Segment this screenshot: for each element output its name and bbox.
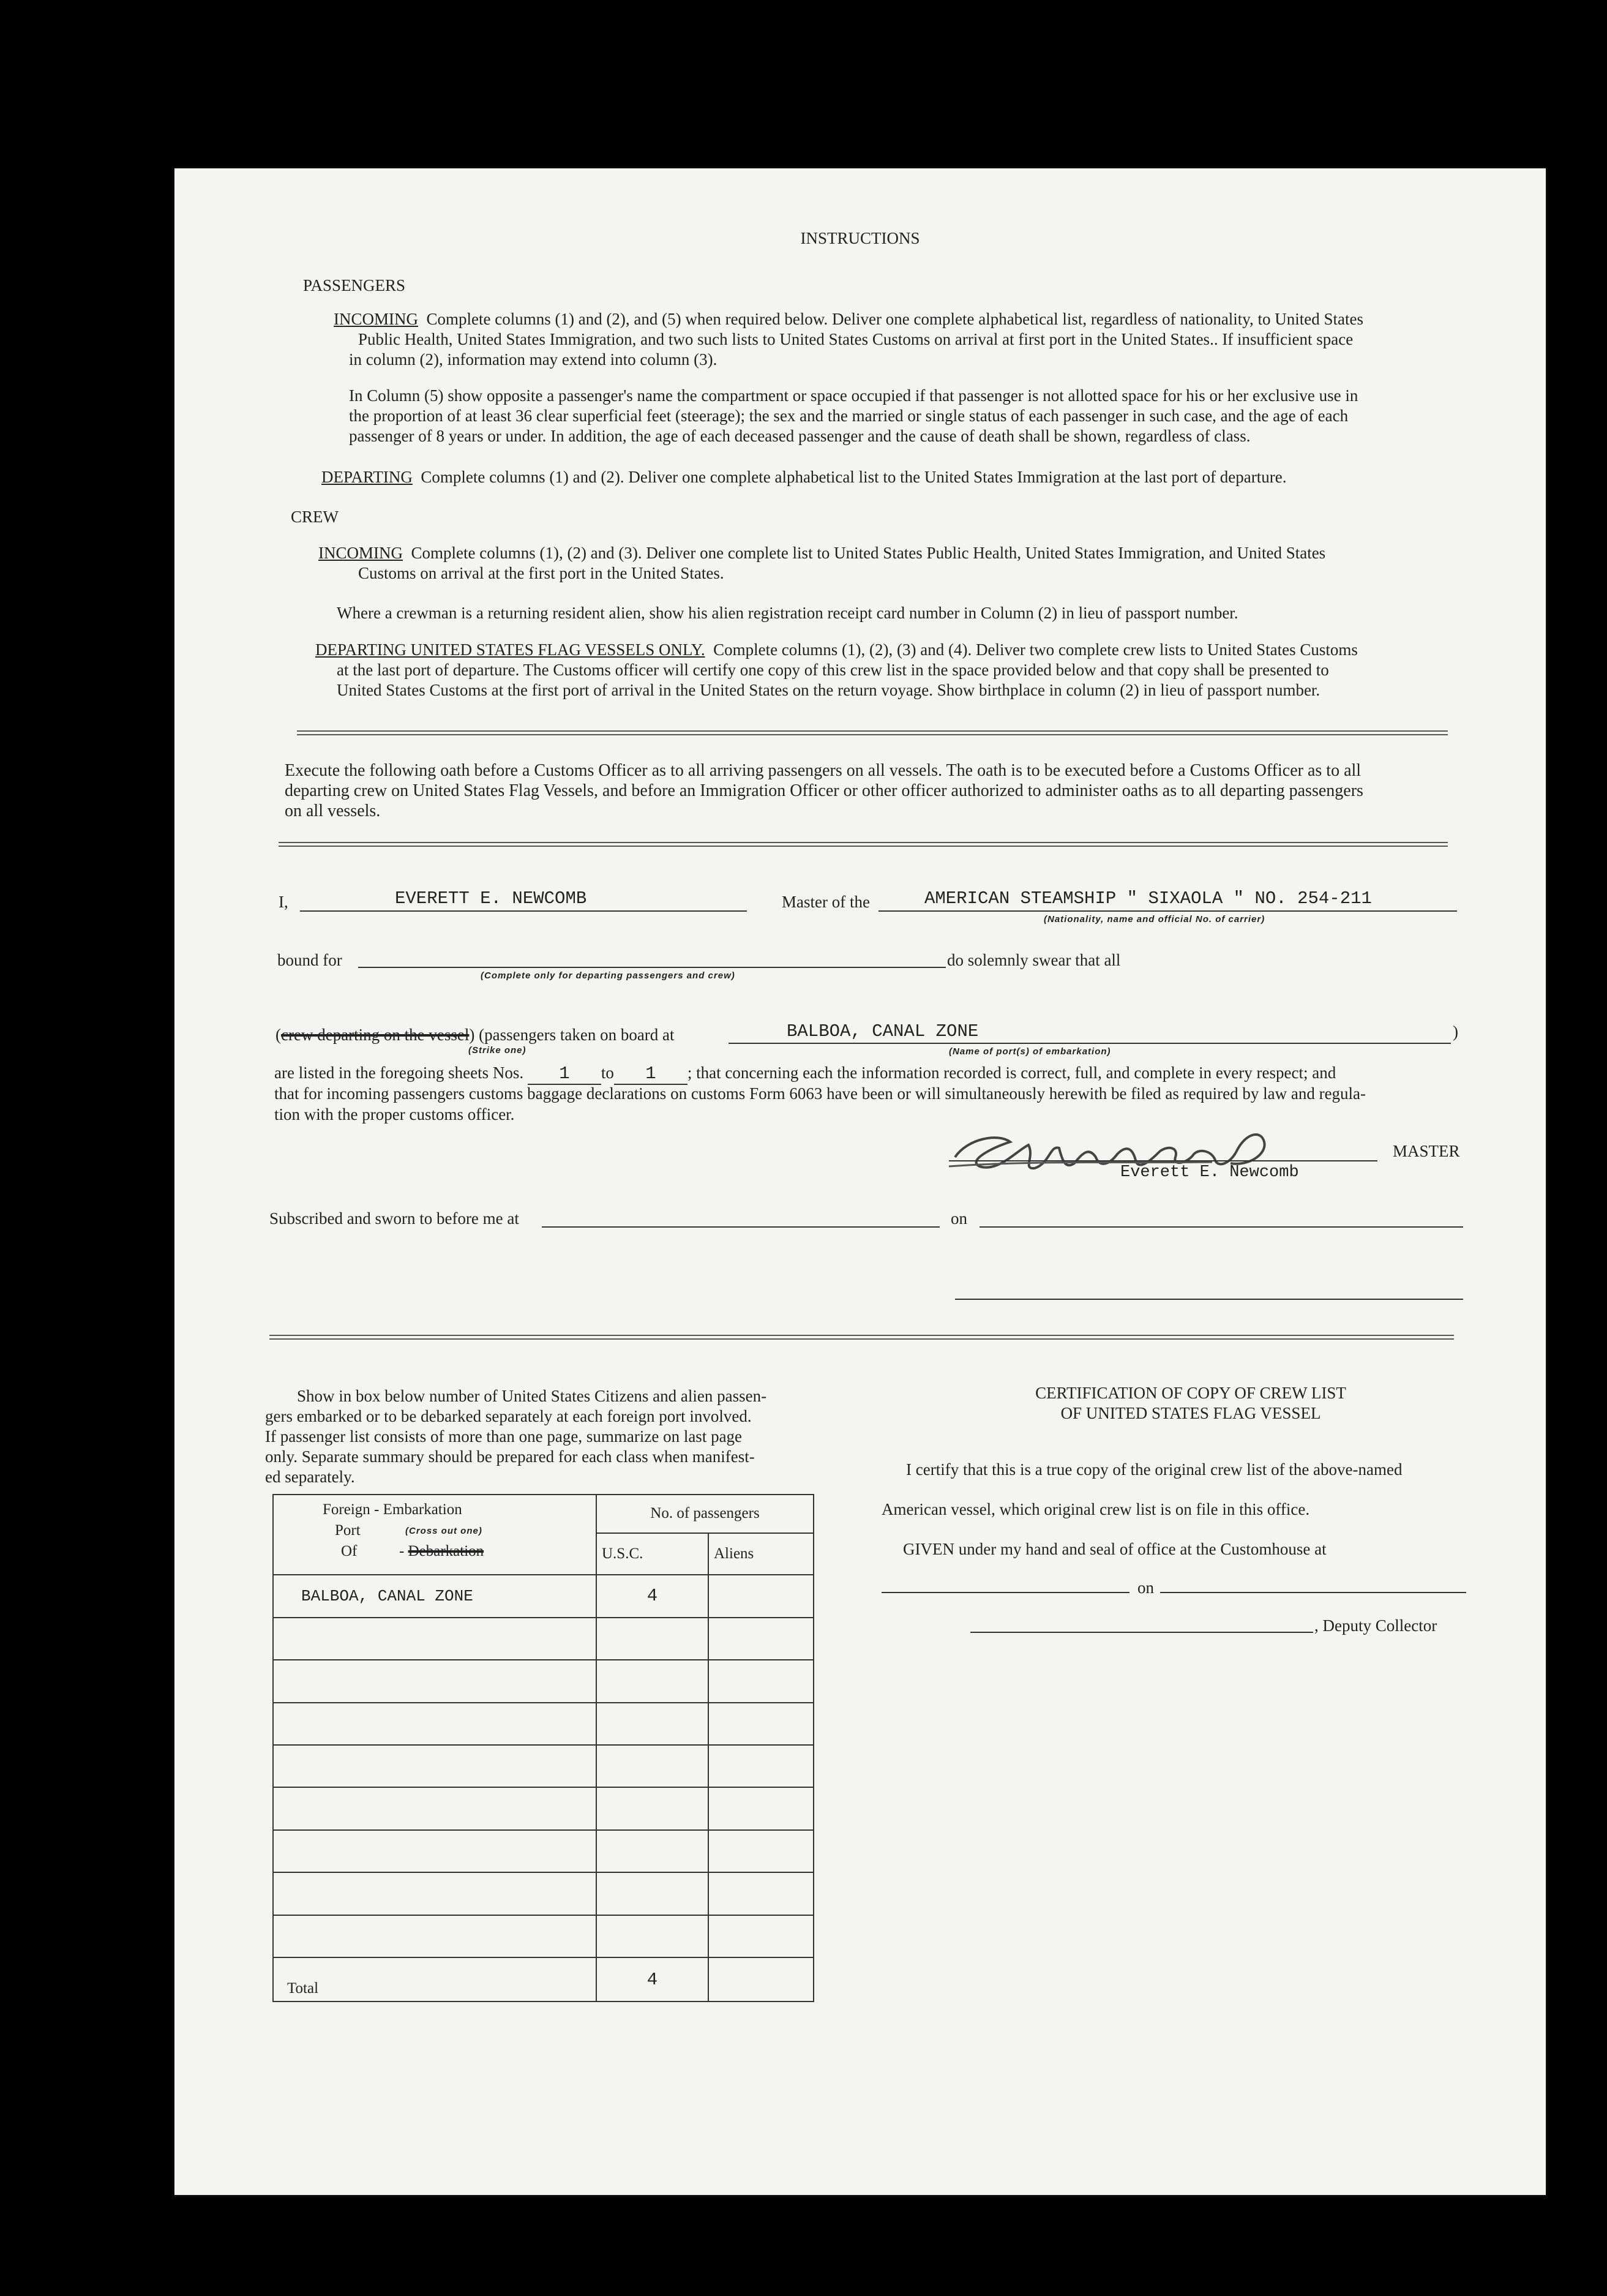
- aliens-header: Aliens: [708, 1533, 814, 1575]
- table-row: [273, 1660, 814, 1702]
- crew-departing-label: DEPARTING UNITED STATES FLAG VESSELS ONLY.: [315, 640, 705, 659]
- usc-cell: [596, 1787, 708, 1829]
- embarkation-line: [729, 1043, 1451, 1044]
- passengers-taken-text: (passengers taken on board at: [479, 1026, 675, 1044]
- strike-caption: (Strike one): [468, 1045, 526, 1056]
- usc-header: U.S.C.: [596, 1533, 708, 1575]
- crew-heading: CREW: [291, 508, 339, 526]
- certification-line1: I certify that this is a true copy of the original crew list of the above-named: [906, 1460, 1403, 1479]
- cross-out-caption: (Cross out one): [405, 1526, 482, 1536]
- crew-departing-text: Complete columns (1), (2), (3) and (4). Deliver two complete crew lists to United States Customs: [713, 640, 1358, 659]
- master-label: MASTER: [1393, 1142, 1460, 1160]
- embarkation-port: BALBOA, CANAL ZONE: [787, 1021, 979, 1041]
- crew-incoming-line1: [318, 543, 1325, 563]
- certification-on-label: on: [1137, 1578, 1154, 1597]
- crew-incoming-label: INCOMING: [318, 544, 403, 562]
- instructions-title: INSTRUCTIONS: [800, 229, 920, 247]
- foreign-embarkation-label: Foreign - Embarkation: [323, 1501, 462, 1518]
- port-cell: [273, 1830, 596, 1872]
- subscribed-on-label: on: [951, 1209, 967, 1228]
- passenger-summary-table: [272, 1494, 814, 2002]
- table-row: [273, 1787, 814, 1829]
- total-row: [273, 1957, 814, 2001]
- aliens-cell: [708, 1915, 814, 1957]
- subscribed-place-line: [542, 1226, 940, 1228]
- i-label: I,: [279, 893, 288, 911]
- crew-incoming-line2: Customs on arrival at the first port in the United States.: [358, 564, 724, 582]
- table-row: [273, 1575, 814, 1617]
- table-row: [273, 1745, 814, 1787]
- passengers-heading: PASSENGERS: [303, 276, 406, 295]
- certification-title-line2: OF UNITED STATES FLAG VESSEL: [1060, 1404, 1321, 1422]
- oath-line3: on all vessels.: [285, 801, 381, 820]
- typed-signature: Everett E. Newcomb: [1120, 1163, 1299, 1182]
- usc-cell: [596, 1830, 708, 1872]
- deputy-collector-label: , Deputy Collector: [1314, 1616, 1437, 1635]
- port-cell: [273, 1660, 596, 1702]
- aliens-cell: [708, 1618, 814, 1660]
- aliens-cell: [708, 1872, 814, 1915]
- usc-cell: [596, 1872, 708, 1915]
- signature-line: [949, 1160, 1377, 1161]
- declaration-line2: that for incoming passengers customs baggage declarations on customs Form 6063 have been or will simultaneously herewith be filed as required by law and regula-: [274, 1084, 1366, 1103]
- port-label: Port: [335, 1522, 361, 1539]
- crew-departing-line1: [315, 640, 1358, 660]
- subscribed-label: Subscribed and sworn to before me at: [269, 1209, 519, 1228]
- aliens-cell: [708, 1745, 814, 1787]
- port-header-cell: [273, 1495, 596, 1575]
- certification-line3: GIVEN under my hand and seal of office at the Customhouse at: [903, 1540, 1327, 1558]
- table-row: [273, 1872, 814, 1915]
- listed-prefix: are listed in the foregoing sheets Nos.: [274, 1064, 524, 1082]
- passengers-departing: [321, 467, 1287, 487]
- officer-signature-line: [955, 1299, 1463, 1300]
- summary-line4: only. Separate summary should be prepared for each class when manifest-: [265, 1447, 755, 1466]
- port-cell: [273, 1618, 596, 1660]
- crew-incoming-text: Complete columns (1), (2) and (3). Deliver one complete list to United States Public Health, United States Immigration, and United States: [411, 544, 1326, 562]
- swear-text: do solemnly swear that all: [947, 951, 1121, 969]
- usc-cell: [596, 1745, 708, 1787]
- table-row: [273, 1703, 814, 1745]
- aliens-cell: [708, 1830, 814, 1872]
- vessel-name: AMERICAN STEAMSHIP " SIXAOLA " NO. 254-211: [924, 888, 1372, 909]
- listed-suffix: ; that concerning each the information recorded is correct, full, and complete in every respect; and: [687, 1064, 1336, 1082]
- port-cell: BALBOA, CANAL ZONE: [273, 1575, 596, 1617]
- bound-for-line: [358, 967, 946, 968]
- debarkation-struck: Debarkation: [408, 1543, 484, 1559]
- aliens-cell: [708, 1575, 814, 1617]
- master-of-label: Master of the: [782, 893, 870, 911]
- sheet-from: 1: [528, 1064, 601, 1085]
- vessel-caption: (Nationality, name and official No. of carrier): [1044, 914, 1265, 925]
- port-cell: [273, 1745, 596, 1787]
- column5-line2: the proportion of at least 36 clear superficial feet (steerage); the sex and the married or single status of each passenger in such case, and the age of each: [349, 407, 1349, 425]
- usc-cell: [596, 1915, 708, 1957]
- declaration-line3: tion with the proper customs officer.: [274, 1105, 515, 1124]
- master-name: EVERETT E. NEWCOMB: [395, 888, 587, 909]
- close-paren: ): [1453, 1022, 1458, 1041]
- usc-cell: 4: [596, 1575, 708, 1617]
- summary-line3: If passenger list consists of more than one page, summarize on last page: [265, 1427, 743, 1446]
- oath-line2: departing crew on United States Flag Vessels, and before an Immigration Officer or other officer authorized to administer oaths as to all departing passengers: [285, 781, 1363, 800]
- section-divider: [279, 842, 1448, 847]
- total-aliens: [708, 1957, 814, 2001]
- to-label: to: [601, 1064, 614, 1082]
- table-header-row: [273, 1495, 814, 1533]
- passengers-departing-text: Complete columns (1) and (2). Deliver one complete alphabetical list to the United States Immigration at the last port of departure.: [421, 468, 1287, 486]
- deputy-signature-line: [970, 1632, 1313, 1633]
- vessel-line: [878, 910, 1457, 912]
- section-divider: [269, 1335, 1454, 1340]
- passengers-incoming-line2: Public Health, United States Immigration, and two such lists to United States Customs on arrival at first port in the United States.. If insufficient space: [358, 330, 1354, 348]
- bound-for-label: bound for: [277, 951, 342, 969]
- listed-sheets-line: [274, 1064, 1336, 1085]
- embarkation-caption: (Name of port(s) of embarkation): [949, 1046, 1111, 1057]
- crew-departing-line2: at the last port of departure. The Customs officer will certify one copy of this crew list in the space provided below and that copy shall be presented to: [337, 661, 1329, 679]
- no-passengers-header: No. of passengers: [596, 1495, 814, 1533]
- certification-line2: American vessel, which original crew list is on file in this office.: [882, 1500, 1310, 1518]
- passengers-incoming-line3: in column (2), information may extend into column (3).: [349, 350, 717, 369]
- total-usc: 4: [596, 1957, 708, 2001]
- port-cell: [273, 1915, 596, 1957]
- port-cell: [273, 1703, 596, 1745]
- column5-line1: In Column (5) show opposite a passenger's name the compartment or space occupied if that passenger is not allotted space for his or her exclusive use in: [349, 386, 1358, 405]
- oath-line1: Execute the following oath before a Customs Officer as to all arriving passengers on all vessels. The oath is to be executed before a Customs Officer as to all: [285, 761, 1362, 780]
- aliens-cell: [708, 1703, 814, 1745]
- section-divider: [297, 730, 1448, 735]
- column5-line3: passenger of 8 years or under. In addition, the age of each deceased passenger and the cause of death shall be shown, regardless of class.: [349, 427, 1251, 445]
- crew-passenger-statement: (crew departing on the vessel) (passengers taken on board at: [275, 1026, 675, 1044]
- subscribed-date-line: [980, 1226, 1463, 1228]
- certification-title-line1: CERTIFICATION OF COPY OF CREW LIST: [1035, 1384, 1346, 1402]
- table-row: [273, 1915, 814, 1957]
- port-cell: [273, 1787, 596, 1829]
- aliens-cell: [708, 1787, 814, 1829]
- struck-crew-option: crew departing on the vessel: [281, 1026, 470, 1044]
- passengers-incoming-line1: [334, 309, 1363, 329]
- debarkation-label: - Debarkation: [399, 1543, 484, 1559]
- passengers-departing-label: DEPARTING: [321, 468, 413, 486]
- port-cell: [273, 1872, 596, 1915]
- summary-line1: Show in box below number of United States Citizens and alien passen-: [297, 1387, 767, 1405]
- summary-line5: ed separately.: [265, 1468, 355, 1486]
- total-label: Total: [273, 1957, 596, 2001]
- bound-for-caption: (Complete only for departing passengers and crew): [481, 970, 735, 981]
- certification-date-line: [1160, 1592, 1466, 1593]
- usc-cell: [596, 1703, 708, 1745]
- customhouse-line: [882, 1592, 1129, 1593]
- passengers-incoming-text: Complete columns (1) and (2), and (5) when required below. Deliver one complete alphabetical list, regardless of nationality, to United States: [426, 310, 1364, 328]
- of-label: Of: [341, 1543, 358, 1559]
- table-row: [273, 1830, 814, 1872]
- usc-cell: [596, 1618, 708, 1660]
- passengers-incoming-label: INCOMING: [334, 310, 418, 328]
- crew-departing-line3: United States Customs at the first port of arrival in the United States on the return voyage. Show birthplace in column (2) in lieu of passport number.: [337, 681, 1320, 699]
- master-name-line: [300, 910, 747, 912]
- usc-cell: [596, 1660, 708, 1702]
- sheet-to: 1: [614, 1064, 687, 1085]
- summary-line2: gers embarked or to be debarked separately at each foreign port involved.: [265, 1407, 752, 1425]
- resident-alien-note: Where a crewman is a returning resident alien, show his alien registration receipt card number in Column (2) in lieu of passport number.: [337, 604, 1238, 622]
- table-row: [273, 1618, 814, 1660]
- document-page: [174, 168, 1546, 2195]
- aliens-cell: [708, 1660, 814, 1702]
